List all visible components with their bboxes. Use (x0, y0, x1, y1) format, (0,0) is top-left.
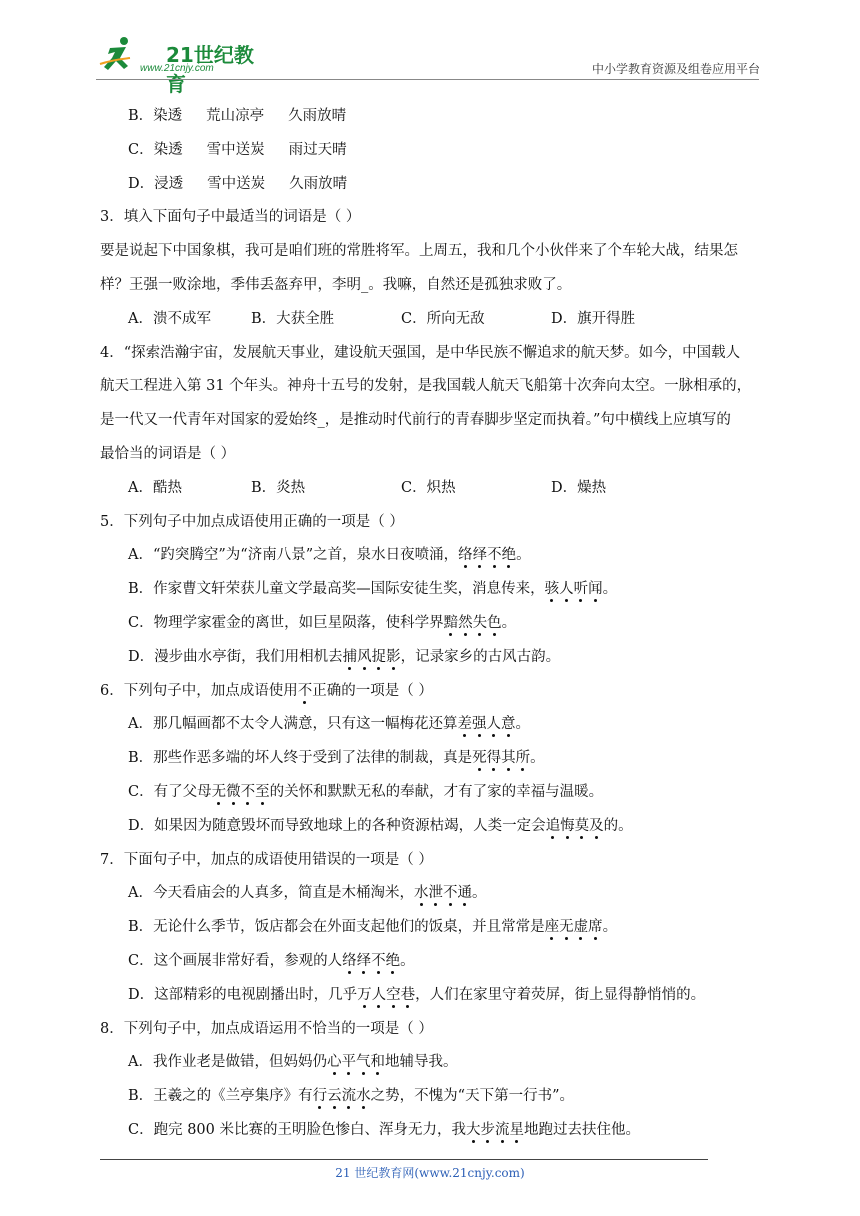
q6-option-b: B．那些作恶多端的坏人终于受到了法律的制裁，真是死得其所。 (128, 750, 545, 767)
q6-stem: 6．下列句子中，加点成语使用不正确的一项是（ ） (100, 682, 433, 699)
dotted-idiom: 水泄不通 (413, 885, 472, 902)
q5-option-b: B．作家曹文轩荣获儿童文学最高奖—国际安徒生奖，消息传来，骇人听闻。 (128, 581, 618, 598)
q5-stem: 5．下列句子中加点成语使用正确的一项是（ ） (100, 513, 404, 530)
runner-icon (96, 34, 140, 78)
site-logo (96, 34, 266, 96)
q3-options (100, 303, 765, 337)
dotted-idiom: 无微不至 (211, 783, 270, 800)
dotted-idiom: 黯然失色 (443, 614, 502, 631)
q4-option-b: B．炎热 (251, 479, 306, 496)
q8-option-a: A．我作业老是做错，但妈妈仍心平气和地辅导我。 (128, 1054, 458, 1071)
platform-name: 中小学教育资源及组卷应用平台 (591, 62, 760, 76)
q8-option-b: B．王羲之的《兰亭集序》有行云流水之势，不愧为“天下第一行书”。 (128, 1088, 574, 1105)
q3-option-a: A．溃不成军 (128, 310, 211, 327)
q4-option-d: D．燥热 (551, 479, 607, 496)
dotted-idiom: 络绎不绝 (342, 952, 401, 969)
q4-stem-line: 是一代又一代青年对国家的爱始终_，是推动时代前行的青春脚步坚定而执着。”句中横线上应填写的 (100, 412, 731, 429)
dotted-idiom: 座无虚席 (544, 919, 603, 936)
footer-link[interactable]: 21 世纪教育网(www.21cnjy.com) (335, 1166, 525, 1180)
q4-option-c: C．炽热 (401, 479, 456, 496)
q3-stem: 3．填入下面句子中最适当的词语是（ ） (100, 209, 361, 226)
q5-option-c: C．物理学家霍金的离世，如巨星陨落，使科学界黯然失色。 (128, 614, 517, 631)
q2-option-c: C．染透 雪中送炭 雨过天晴 (128, 141, 347, 158)
dotted-idiom: 行云流水 (312, 1088, 371, 1105)
page-header (96, 34, 760, 96)
q4-option-a: A．酷热 (128, 479, 182, 496)
question-content (100, 100, 765, 1148)
q7-option-a: A．今天看庙会的人真多，简直是木桶淘米，水泄不通。 (128, 885, 487, 902)
q8-option-c: C．跑完 800 米比赛的王明脸色惨白、浑身无力，我大步流星地跑过去扶住他。 (128, 1121, 640, 1138)
dotted-idiom: 死得其所 (472, 750, 531, 767)
q4-stem-line: 航天工程进入第 31 个年头。神舟十五号的发射，是我国载人航天飞船第十次奔向太空。一脉相承的， (100, 378, 752, 395)
dotted-idiom: 大步流星 (466, 1121, 524, 1138)
footer-divider (100, 1159, 708, 1160)
q7-option-d: D．这部精彩的电视剧播出时，几乎万人空巷，人们在家里守着荧屏，街上显得静悄悄的。 (128, 986, 706, 1003)
q5-option-a: A．“趵突腾空”为“济南八景”之首，泉水日夜喷涌，络绎不绝。 (128, 547, 531, 564)
q6-option-d: D．如果因为随意毁坏而导致地球上的各种资源枯竭，人类一定会追悔莫及的。 (128, 817, 633, 834)
dotted-idiom: 捕风捉影 (342, 648, 401, 665)
dotted-idiom: 骇人听闻 (544, 581, 603, 598)
dotted-idiom: 络绎不绝 (458, 547, 517, 564)
q8-stem: 8．下列句子中，加点成语运用不恰当的一项是（ ） (100, 1020, 433, 1037)
q2-option-b: B．染透 荒山凉亭 久雨放晴 (128, 108, 347, 124)
dotted-idiom: 差强人意 (457, 716, 516, 733)
q5-option-d: D．漫步曲水亭街，我们用相机去捕风捉影，记录家乡的古风古韵。 (128, 648, 561, 665)
dotted-idiom: 万人空巷 (357, 986, 416, 1003)
logo-url: www.21cnjy.com (140, 63, 214, 74)
q4-options (100, 472, 765, 506)
q3-passage-line: 要是说起下中国象棋，我可是咱们班的常胜将军。上周五，我和几个小伙伴来了个车轮大战，结果怎 (100, 243, 738, 260)
q3-passage-line: 样？王强一败涂地，季伟丢盔弃甲，李明_。我嘛，自然还是孤独求败了。 (100, 276, 572, 293)
q2-option-d: D．浸透 雪中送炭 久雨放晴 (128, 175, 348, 192)
q6-option-a: A．那几幅画都不太令人满意，只有这一幅梅花还算差强人意。 (128, 716, 530, 733)
q3-option-c: C．所向无敌 (401, 310, 485, 327)
dotted-word: 不 (297, 682, 313, 699)
q3-option-d: D．旗开得胜 (551, 310, 636, 327)
q3-option-b: B．大获全胜 (251, 310, 335, 327)
q4-stem-line: 最恰当的词语是（ ） (100, 445, 236, 462)
header-divider (96, 79, 759, 80)
dotted-idiom: 心平气和 (326, 1054, 385, 1071)
q6-option-c: C．有了父母无微不至的关怀和默默无私的奉献，才有了家的幸福与温暖。 (128, 783, 604, 800)
q4-stem-line: 4．“探索浩瀚宇宙，发展航天事业，建设航天强国，是中华民族不懈追求的航天梦。如今，中国载人 (100, 344, 741, 361)
q7-option-b: B．无论什么季节，饭店都会在外面支起他们的饭桌，并且常常是座无虚席。 (128, 919, 618, 936)
q7-option-c: C．这个画展非常好看，参观的人络绎不绝。 (128, 952, 415, 969)
q7-stem: 7．下面句子中，加点的成语使用错误的一项是（ ） (100, 851, 433, 868)
logo-text: 21世纪教育 (166, 43, 254, 96)
dotted-idiom: 追悔莫及 (545, 817, 604, 834)
